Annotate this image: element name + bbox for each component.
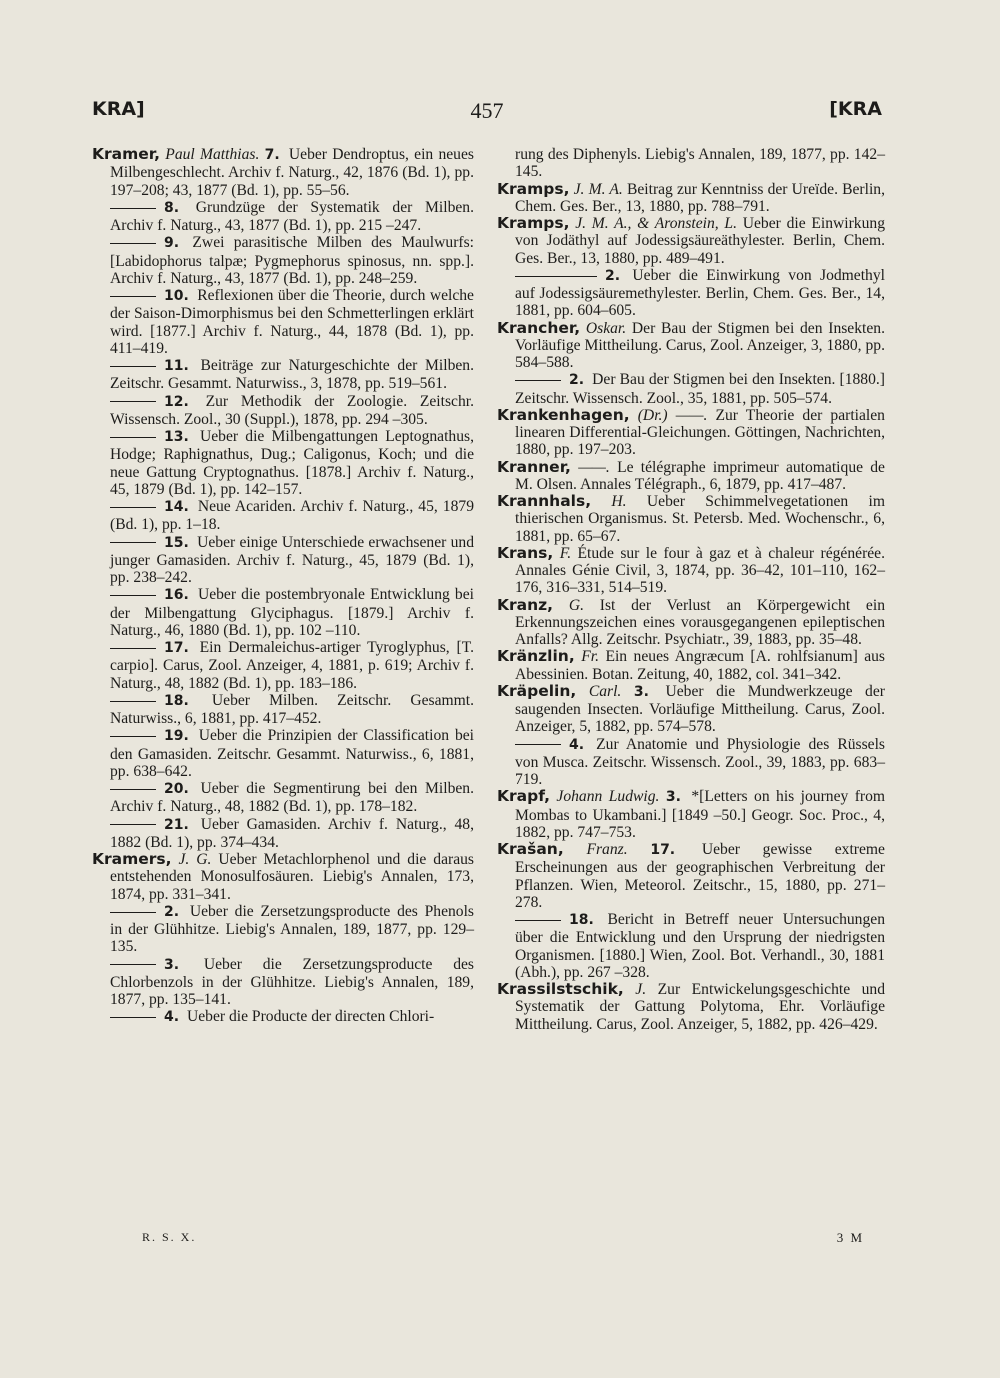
bibliography-subentry: [92, 639, 474, 692]
bibliography-subentry: [497, 371, 885, 407]
paper-number: 4.: [569, 736, 585, 753]
citation-text: Le télégraphe imprimeur automatique de M. Olsen. Annales Télégraph., 6, 1879, pp. 417–487.: [515, 458, 885, 493]
author-given-name: J. M. A.: [573, 180, 623, 198]
ditto-rule: [110, 243, 156, 244]
citation-text: Ueber die Zersetzungsproducte des Phenols in der Glühhitze. Liebig's Annalen, 189, 1877, pp. 129–135.: [110, 902, 474, 956]
paper-number: 8.: [164, 199, 180, 216]
author-name: Krapf,: [497, 787, 550, 806]
author-given-name: J.: [635, 981, 647, 998]
paper-number: 21.: [164, 816, 189, 833]
signature-number: 3 M: [836, 1230, 864, 1245]
citation-text: Étude sur le four à gaz et à chaleur régénérée. Annales Génie Civil, 3, 1874, pp. 36–42, 101–110, 162–176, 316–331, 514–519.: [515, 544, 885, 597]
author-given-name: J. M. A., & Aronstein, L.: [575, 215, 738, 232]
author-given-name: Carl.: [588, 682, 622, 700]
citation-text: rung des Diphenyls. Liebig's Annalen, 189, 1877, pp. 142–145.: [515, 146, 885, 181]
continued-entry: [497, 146, 885, 181]
bibliography-entry: [497, 320, 885, 372]
right-column: [497, 146, 885, 1033]
header-left-guide: KRA]: [92, 98, 145, 120]
paper-number: 16.: [164, 587, 189, 604]
bibliography-subentry: [92, 692, 474, 728]
bibliography-subentry: [497, 267, 885, 320]
ditto-rule: [110, 296, 156, 297]
author-name: Kramps,: [497, 214, 570, 232]
citation-text: Bericht in Betreff neuer Untersuchungen über die Entwicklung und den Ursprung der niedrigsten Organismen. [1880.] Wien, Zool. Bot. Verhandl., 30, 1881 (Abh.), pp. 267 –328.: [515, 911, 885, 981]
bibliography-entry: [497, 545, 885, 597]
citation-text: Ueber die Prinzipien der Classification bei den Gamasiden. Zeitschr. Gesammt. Naturwiss., 6, 1881, pp. 638–642.: [110, 727, 474, 780]
citation-text: Beiträge zur Naturgeschichte der Milben. Zeitschr. Gesammt. Naturwiss., 3, 1878, pp. 519–561.: [110, 357, 474, 393]
citation-text: Zwei parasitische Milben des Maulwurfs: [Labidophorus talpæ; Pygmephorus spinosus, nn. spp.]. Archiv f. Naturg., 43, 1877 (Bd. 1), pp. 248–259.: [110, 234, 474, 287]
author-given-name: Oskar.: [585, 319, 627, 337]
author-given-name: ——.: [578, 458, 610, 476]
bibliography-subentry: [92, 534, 474, 587]
ditto-rule: [110, 437, 156, 438]
paper-number: 7.: [264, 147, 280, 163]
ditto-rule: [110, 1017, 156, 1018]
paper-number: 3.: [665, 789, 681, 806]
bibliography-entry: [497, 648, 885, 683]
paper-number: 3.: [164, 956, 180, 973]
bibliography-subentry: [497, 911, 885, 981]
author-name: Kranz,: [497, 595, 554, 614]
bibliography-subentry: [92, 816, 474, 852]
paper-number: 11.: [164, 358, 189, 374]
paper-number: 17.: [650, 842, 676, 858]
author-name: Kramps,: [497, 179, 570, 198]
citation-text: Grundzüge der Systematik der Milben. Archiv f. Naturg., 43, 1877 (Bd. 1), pp. 215 –247.: [110, 198, 474, 234]
paper-number: 17.: [164, 640, 189, 656]
ditto-rule: [110, 912, 156, 913]
citation-text: Zur Entwickelungsgeschichte und Systematik der Gattung Polytoma, Ehr. Vorläufige Mittheilung. Carus, Zool. Anzeiger, 5, 1882, pp. 426–429.: [515, 981, 885, 1033]
citation-text: Der Bau der Stigmen bei den Insekten. [1880.] Zeitschr. Wissensch. Zool., 35, 1881, pp. 505–574.: [515, 371, 885, 407]
bibliography-subentry: [92, 727, 474, 780]
header-right-guide: [KRA: [829, 98, 882, 120]
bibliography-subentry: [92, 586, 474, 639]
ditto-rule: [110, 964, 156, 965]
bibliography-entry: [92, 146, 474, 199]
paper-number: 12.: [164, 393, 189, 410]
citation-text: Zur Anatomie und Physiologie des Rüssels von Musca. Zeitschr. Wissensch. Zool., 39, 1883, pp. 683–719.: [515, 735, 885, 788]
citation-text: Ueber die Einwirkung von Jodäthyl auf Jodessigsäureäthylester. Berlin, Chem. Ges. Ber., 13, 1880, pp. 489–491.: [515, 215, 885, 267]
ditto-rule: [515, 276, 597, 277]
author-name: Kramer,: [92, 145, 161, 163]
citation-text: *[Letters on his journey from Mombas to Ukambani.] [1849 –50.] Geogr. Soc. Proc., 4, 1882, pp. 747–753.: [515, 788, 886, 841]
ditto-rule: [110, 789, 156, 790]
citation-text: Ueber die postembryonale Entwicklung bei der Milbengattung Glyciphagus. [1879.] Archiv f. Naturg., 46, 1880 (Bd. 1), pp. 102 –110.: [110, 586, 474, 639]
citation-text: Ueber Gamasiden. Archiv f. Naturg., 48, 1882 (Bd. 1), pp. 374–434.: [110, 815, 474, 851]
page-footer: [92, 1230, 882, 1250]
author-given-name: Paul Matthias.: [165, 146, 260, 163]
ditto-rule: [110, 648, 156, 649]
paper-number: 13.: [164, 429, 189, 445]
citation-text: Ein neues Angræcum [A. rohlfsianum] aus Abessinien. Botan. Zeitung, 40, 1882, col. 341–342.: [515, 648, 886, 683]
left-column: [92, 146, 474, 1027]
ditto-rule: [110, 208, 156, 209]
paper-number: 14.: [164, 499, 189, 515]
page-number: 457: [470, 98, 504, 123]
ditto-rule: [515, 380, 561, 381]
citation-text: Ueber die Segmentirung bei den Milben. Archiv f. Naturg., 48, 1882 (Bd. 1), pp. 178–182.: [110, 780, 474, 816]
paper-number: 20.: [164, 781, 189, 797]
signature-mark: R. S. X.: [142, 1230, 197, 1244]
citation-text: Ist der Verlust an Körpergewicht ein Erkennungszeichen eines vorausgegangenen epileptischen Anfalls? Allg. Zeitschr. Psychiatr., 39, 1883, pp. 35–48.: [515, 596, 885, 648]
author-given-name: Franz.: [586, 841, 628, 858]
author-name: Krans,: [497, 543, 554, 562]
bibliography-subentry: [497, 736, 885, 789]
citation-text: Ueber die Einwirkung von Jodmethyl auf Jodessigsäuremethylester. Berlin, Chem. Ges. Ber., 14, 1881, pp. 604–605.: [515, 266, 885, 320]
bibliography-entry: [497, 683, 885, 736]
author-name: Kranner,: [497, 457, 571, 476]
citation-text: Ueber einige Unterschiede erwachsener und junger Gamasiden. Archiv f. Naturg., 45, 1879 (Bd. 1), pp. 238–242.: [110, 533, 475, 586]
author-given-name: F.: [559, 544, 572, 562]
paper-number: 2.: [569, 372, 585, 389]
author-given-name: Fr.: [581, 648, 599, 666]
ditto-rule: [110, 595, 156, 596]
paper-number: 4.: [164, 1009, 180, 1026]
citation-text: Ueber Schimmelvegetationen im thierischen Organismus. St. Petersb. Med. Wochenschr., 6, 1881, pp. 65–67.: [515, 493, 885, 545]
author-name: Krancher,: [497, 318, 581, 337]
citation-text: Ueber gewisse extreme Erscheinungen aus der geographischen Verbreitung der Pflanzen. Wien, Meteorol. Zeitschr., 15, 1880, pp. 271–278.: [515, 841, 885, 911]
citation-text: Ueber die Mundwerkzeuge der saugenden Insecten. Vorläufige Mittheilung. Carus, Zool. Anzeiger, 5, 1882, pp. 574–578.: [515, 682, 885, 736]
ditto-rule: [110, 401, 156, 402]
author-given-name: J. G.: [178, 851, 212, 868]
author-name: Krankenhagen,: [497, 405, 630, 424]
bibliography-subentry: [92, 234, 474, 287]
paper-number: 18.: [164, 692, 189, 709]
ditto-rule: [515, 920, 561, 921]
ditto-rule: [110, 701, 156, 702]
bibliography-entry: [92, 851, 474, 903]
citation-text: Beitrag zur Kenntniss der Ureïde. Berlin, Chem. Ges. Ber., 13, 1880, pp. 788–791.: [515, 180, 885, 215]
bibliography-subentry: [92, 956, 474, 1009]
ditto-rule: [110, 736, 156, 737]
author-name: Kräpelin,: [497, 681, 577, 700]
ditto-rule: [110, 507, 156, 508]
author-given-name: G.: [568, 596, 584, 614]
bibliography-entry: [497, 788, 885, 841]
paper-number: 15.: [164, 534, 189, 551]
author-name: Krassilstschik,: [497, 980, 624, 998]
bibliography-entry: [497, 493, 885, 545]
citation-text: Reflexionen über die Theorie, durch welche der Saison-Dimorphismus bei den Schmetterlingen erklärt wird. [1877.] Archiv f. Naturg., 44, 1878 (Bd. 1), pp. 411–419.: [110, 287, 474, 357]
paper-number: 18.: [569, 912, 594, 928]
paper-number: 3.: [633, 683, 649, 700]
author-name: Krannhals,: [497, 492, 592, 510]
bibliography-entry: [497, 981, 885, 1033]
paper-number: 2.: [164, 903, 180, 920]
bibliography-subentry: [92, 903, 474, 956]
citation-text: Der Bau der Stigmen bei den Insekten. Vorläufige Mittheilung. Carus, Zool. Anzeiger, 3, 1880, pp. 584–588.: [515, 319, 885, 371]
citation-text: Zur Theorie der partialen linearen Differential-Gleichungen. Göttingen, Nachrichten, 1880, pp. 197–203.: [515, 406, 885, 459]
citation-text: Ueber die Producte der directen Chlori-: [186, 1008, 435, 1026]
author-given-name: H.: [611, 493, 627, 510]
ditto-rule: [110, 366, 156, 367]
paper-number: 2.: [605, 267, 621, 284]
bibliography-entry: [497, 181, 885, 216]
bibliography-subentry: [92, 199, 474, 235]
bibliography-subentry: [92, 428, 474, 498]
author-given-name: (Dr.) ——.: [637, 406, 708, 424]
paper-number: 9.: [164, 235, 180, 252]
bibliography-subentry: [92, 357, 474, 393]
bibliography-subentry: [92, 498, 474, 534]
citation-text: Ueber Metachlorphenol und die daraus entstehenden Monosulfosäuren. Liebig's Annalen, 173, 1874, pp. 331–341.: [110, 851, 474, 903]
bibliography-entry: [497, 215, 885, 267]
bibliography-subentry: [92, 1008, 474, 1026]
author-given-name: Johann Ludwig.: [556, 788, 660, 806]
author-name: Krašan,: [497, 840, 564, 858]
citation-text: Ueber Milben. Zeitschr. Gesammt. Naturwiss., 6, 1881, pp. 417–452.: [110, 691, 474, 727]
ditto-rule: [110, 542, 156, 543]
ditto-rule: [110, 824, 156, 825]
bibliography-entry: [497, 597, 885, 649]
bibliography-entry: [497, 459, 885, 494]
paper-number: 19.: [164, 728, 189, 745]
citation-text: Ein Dermaleichus-artiger Tyroglyphus, [T. carpio]. Carus, Zool. Anzeiger, 4, 1881, p. 619; Archiv f. Naturg., 48, 1882 (Bd. 1), pp. 183–186.: [110, 639, 474, 692]
ditto-rule: [515, 744, 561, 745]
author-name: Kränzlin,: [497, 647, 575, 666]
bibliography-entry: [497, 407, 885, 459]
bibliography-entry: [497, 841, 885, 911]
page-header: [92, 98, 882, 128]
bibliography-subentry: [92, 780, 474, 816]
bibliography-subentry: [92, 393, 474, 429]
citation-text: Zur Methodik der Zoologie. Zeitschr. Wissensch. Zool., 30 (Suppl.), 1878, pp. 294 –305.: [110, 392, 474, 428]
citation-text: Ueber die Milbengattungen Leptognathus, Hodge; Raphignathus, Dug.; Caligonus, Koch; und die neue Gattung Cryptognathus. [1878.] Archiv f. Naturg., 45, 1879 (Bd. 1), pp. 142–157.: [110, 428, 474, 498]
citation-text: Ueber Dendroptus, ein neues Milbengeschlecht. Archiv f. Naturg., 42, 1876 (Bd. 1), pp. 197–208; 43, 1877 (Bd. 1), pp. 55–56.: [110, 146, 474, 199]
bibliography-subentry: [92, 287, 474, 357]
citation-text: Neue Acariden. Archiv f. Naturg., 45, 1879 (Bd. 1), pp. 1–18.: [110, 498, 474, 534]
author-name: Kramers,: [92, 850, 172, 868]
paper-number: 10.: [164, 288, 189, 304]
citation-text: Ueber die Zersetzungsproducte des Chlorbenzols in der Glühhitze. Liebig's Annalen, 189, 1877, pp. 135–141.: [110, 955, 474, 1008]
